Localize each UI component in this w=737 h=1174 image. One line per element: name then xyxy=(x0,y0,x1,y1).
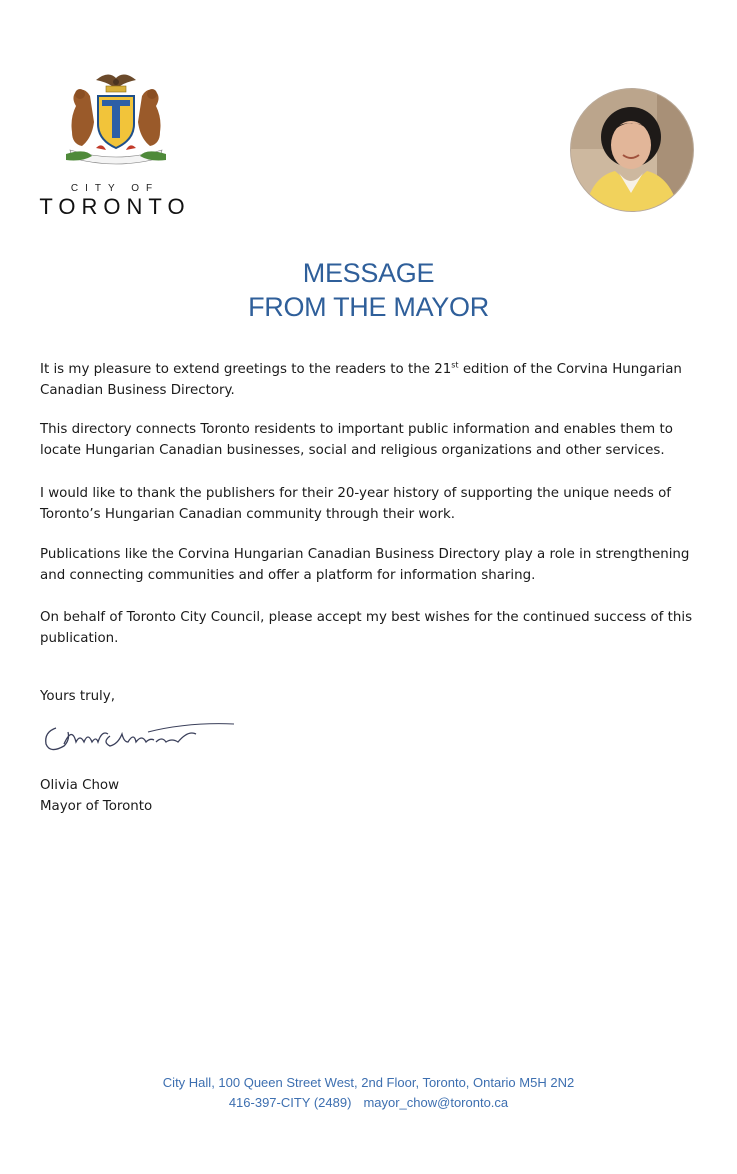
city-of-label: CITY OF xyxy=(70,183,160,194)
message-title-line-2: FROM THE MAYOR xyxy=(248,292,489,322)
paragraph-greeting-end: edition of the Corvina Hungarian Canadian Business Directory. xyxy=(40,362,682,398)
paragraph-publications: Publications like the Corvina Hungarian Canadian Business Directory play a role in strengthening and connecting communities and offer a platform for information sharing. xyxy=(40,547,690,583)
footer-address: City Hall, 100 Queen Street West, 2nd Floor, Toronto, Ontario M5H 2N2 xyxy=(162,1075,575,1090)
footer-phone: 416-397-CITY (2489) xyxy=(228,1095,352,1110)
paragraph-thanks: I would like to thank the publishers for their 20-year history of supporting the unique needs of Toronto’s Hungarian Canadian community through their work. xyxy=(40,486,672,522)
city-of-toronto-coat-of-arms-icon xyxy=(56,66,176,172)
paragraph-wishes: On behalf of Toronto City Council, please accept my best wishes for the continued success of this publication. xyxy=(40,610,693,646)
toronto-wordmark: TORONTO xyxy=(39,194,191,219)
footer-contact xyxy=(0,1093,737,1113)
paragraph-greeting xyxy=(40,359,705,401)
signatory-name: Olivia Chow xyxy=(40,778,120,793)
ordinal-suffix: st xyxy=(451,360,459,370)
footer-email-link[interactable]: mayor_chow@toronto.ca xyxy=(363,1095,509,1110)
message-title-line-1: MESSAGE xyxy=(302,258,435,288)
paragraph-greeting-start: It is my pleasure to extend greetings to the readers to the 21 xyxy=(40,362,452,377)
paragraph-directory: This directory connects Toronto residents to important public information and enables them to locate Hungarian Canadian businesses, social and religious organizations and other services. xyxy=(40,422,673,458)
handwritten-signature xyxy=(38,712,238,758)
closing-salutation: Yours truly, xyxy=(40,689,115,704)
signatory-role: Mayor of Toronto xyxy=(40,799,153,814)
mayor-portrait-photo xyxy=(570,88,694,212)
